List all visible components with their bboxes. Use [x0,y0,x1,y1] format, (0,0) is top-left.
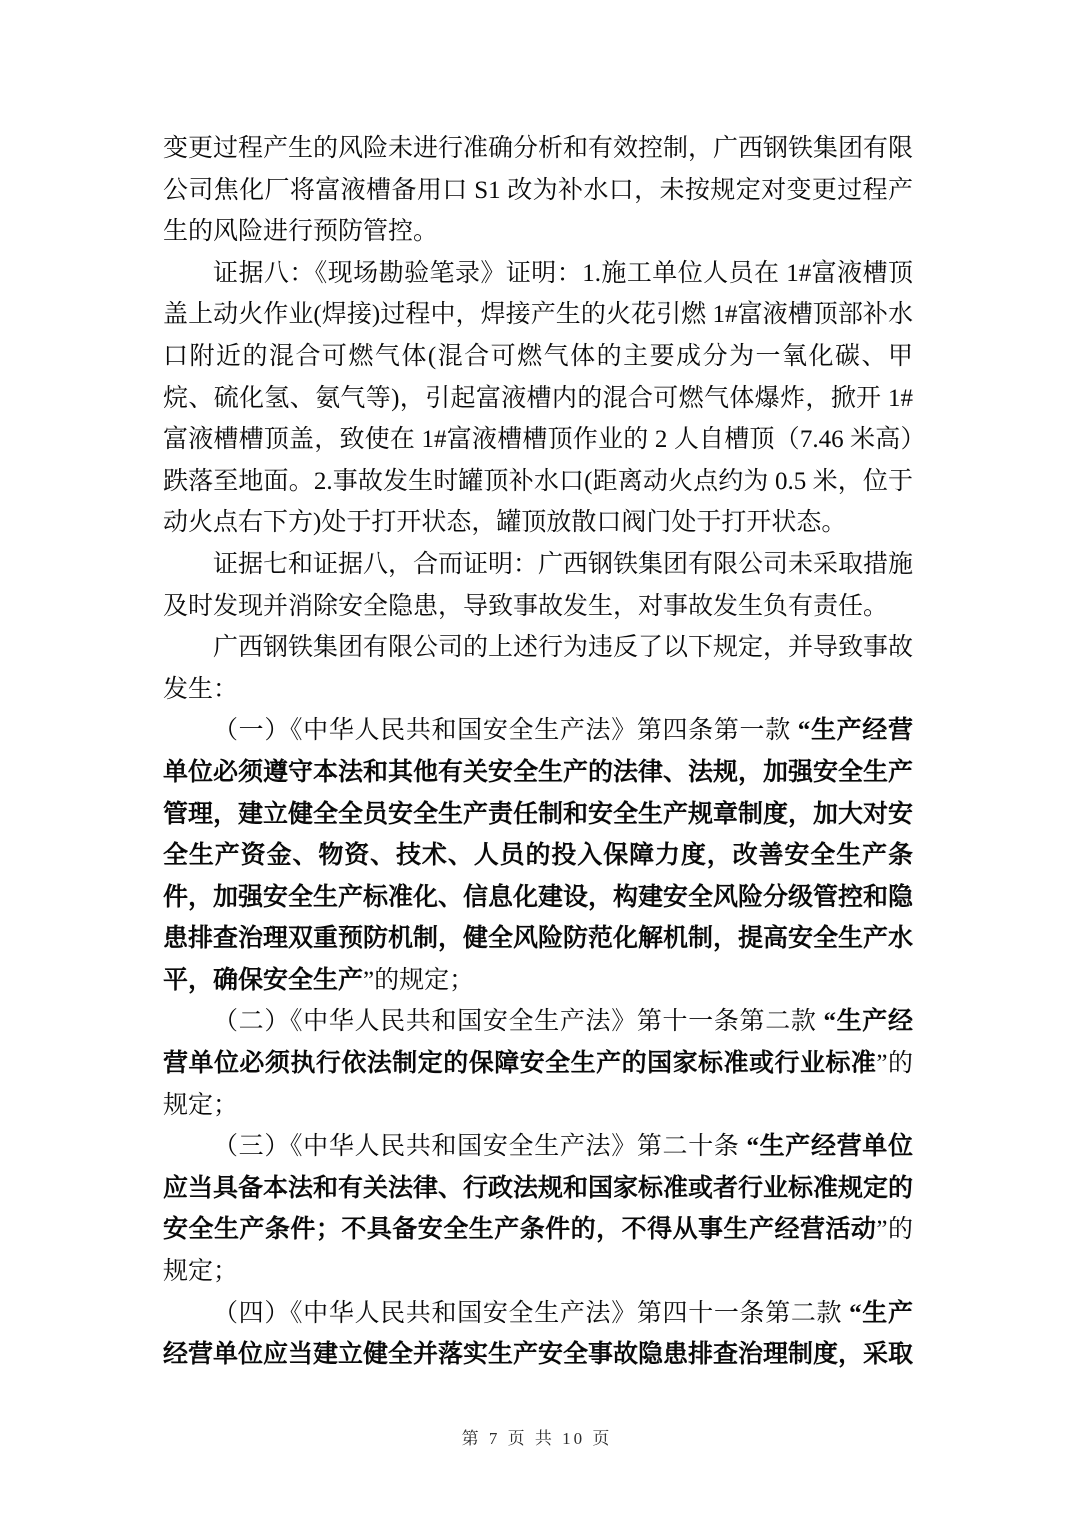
paragraph [163,1293,913,1376]
law-quote-text: “生产经营单位必须执行依法制定的保障安全生产的国家标准或行业标准 [163,1008,913,1078]
body-text: ”的规定； [163,1050,913,1119]
body-text: ”的规定； [163,1216,913,1286]
paragraph [163,253,913,544]
law-quote-text: “生产经营单位应当具备本法和有关法律、行政法规和国家标准或者行业标准规定的安全生产条件；不具备安全生产条件的，不得从事生产经营活动 [163,1133,914,1244]
body-text: ”的规定； [363,966,475,994]
paragraph [163,1126,913,1292]
law-quote-text: “生产经营单位应当建立健全并落实生产安全事故隐患排查治理制度，采取 [163,1299,914,1369]
paragraph [163,710,913,1001]
paragraph [163,627,913,710]
paragraph [163,544,913,627]
page-footer [0,1424,1074,1449]
paragraph [163,128,913,253]
law-quote-text: “生产经营单位必须遵守本法和其他有关安全生产的法律、法规，加强安全生产管理，建立健全全员安全生产责任制和安全生产规章制度，加大对安全生产资金、物资、技术、人员的投入保障力度，改善安全生产条件，加强安全生产标准化、信息化建设，构建安全风险分级管控和隐患排查治理双重预防机制，健全风险防范化解机制，提高安全生产水平，确保安全生产 [163,717,914,994]
body-text: （一）《中华人民共和国安全生产法》第四条第一款 [213,717,798,745]
body-text: 广西钢铁集团有限公司的上述行为违反了以下规定，并导致事故发生： [163,634,914,703]
body-text: （二）《中华人民共和国安全生产法》第十一条第二款 [213,1008,824,1036]
body-text: 变更过程产生的风险未进行准确分析和有效控制，广西钢铁集团有限公司焦化厂将富液槽备用口 S1 改为补水口，未按规定对变更过程产生的风险进行预防管控。 [163,135,914,246]
document-body [163,128,913,1376]
paragraph [163,1001,913,1126]
body-text: 证据七和证据八，合而证明：广西钢铁集团有限公司未采取措施及时发现并消除安全隐患，导致事故发生，对事故发生负有责任。 [163,550,914,620]
body-text: （四）《中华人民共和国安全生产法》第四十一条第二款 [213,1299,850,1327]
body-text: （三）《中华人民共和国安全生产法》第二十条 [213,1133,747,1161]
page-number-label: 第 7 页 共 10 页 [461,1429,613,1448]
body-text: 证据八：《现场勘验笔录》证明：1.施工单位人员在 1#富液槽顶盖上动火作业(焊接)过程中，焊接产生的火花引燃 1#富液槽顶部补水口附近的混合可燃气体(混合可燃气体的主要成分为一氧化碳、甲烷、硫化氢、氨气等)，引起富液槽内的混合可燃气体爆炸，掀开 1#富液槽槽顶盖，致使在 1#富液槽槽顶作业的 2 人自槽顶（7.46 米高）跌落至地面。2.事故发生时罐顶补水口(距离动火点约为 0.5 米，位于动火点右下方)处于打开状态，罐顶放散口阀门处于打开状态。 [163,259,913,537]
